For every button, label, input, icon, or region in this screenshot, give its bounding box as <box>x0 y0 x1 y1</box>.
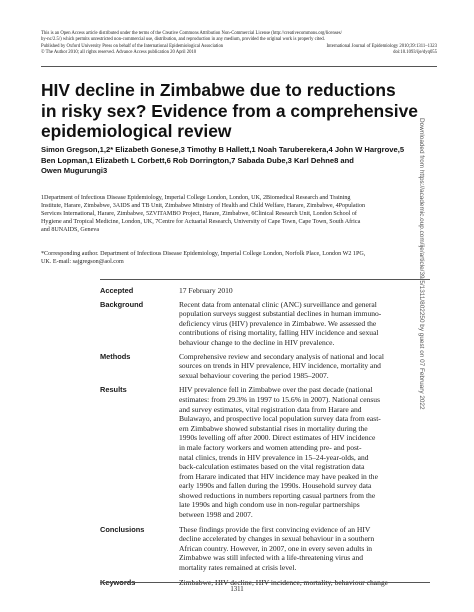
abstract-line: natal clinics, trends in HIV prevalence in 15–24-year-olds, and <box>179 452 369 462</box>
abstract-section <box>100 525 430 573</box>
author-line: Owen Mugurungi3 <box>41 166 108 176</box>
abstract <box>100 286 430 592</box>
abstract-line: deficiency virus (HIV) prevalence in Zimbabwe. We assessed the <box>179 318 377 328</box>
abstract-line: estimates: from 29.3% in 1997 to 15.6% in 2007). National census <box>179 394 381 404</box>
abstract-section-text <box>179 385 430 519</box>
license-line-2: by-nc/2.5/) which permits unrestricted non-commercial use, distribution, and reproduction in any medium, provided the original work is properly cited. <box>41 37 325 43</box>
author-list <box>41 145 441 177</box>
abstract-line: Comprehensive review and secondary analysis of national and local <box>179 351 384 361</box>
license-line-1: This is an Open Access article distributed under the terms of the Creative Commons Attribution Non-Commercial License (http://creativecommons.org/licenses/ <box>41 31 342 36</box>
title-line: in risky sex? Evidence from a comprehensive <box>41 100 418 121</box>
abstract-section-label: Results <box>100 385 127 395</box>
license-notice <box>41 31 437 56</box>
title-line: HIV decline in Zimbabwe due to reductions <box>41 80 396 100</box>
abstract-line: 1990s levelling off after 2000. Direct estimates of HIV incidence <box>179 433 376 443</box>
affiliation-line: and 8UNAIDS, Geneva <box>41 226 100 233</box>
abstract-line: HIV prevalence fell in Zimbabwe over the past decade (national <box>179 385 373 395</box>
affiliation-line: 1Department of Infectious Disease Epidemiology, Imperial College London, London, UK, 2Biomedical Research and Training <box>41 195 351 201</box>
abstract-line: ern Zimbabwe showed substantial rises in mortality during the <box>179 423 368 433</box>
abstract-section <box>100 385 430 519</box>
abstract-line: mortality rates remained at crisis level. <box>179 563 297 573</box>
title-line: epidemiological review <box>41 121 232 141</box>
abstract-line: 17 February 2010 <box>179 286 233 295</box>
abstract-section <box>100 286 430 296</box>
abstract-section-text <box>179 352 430 381</box>
copyright-note: © The Author 2010; all rights reserved. Advance Access publication 20 April 2010 <box>41 49 197 55</box>
correspondence-line: UK. E-mail: sajgregson@aol.com <box>41 258 124 265</box>
abstract-line: sexual behaviour covering the period 1985–2007. <box>179 370 329 380</box>
author-line: Ben Lopman,1 Elizabeth L Corbett,6 Rob Dorrington,7 Sabada Dube,3 Karl Dehne8 and <box>41 155 354 165</box>
abstract-section-label: Keywords <box>100 577 136 587</box>
author-line: Simon Gregson,1,2* Elizabeth Gonese,3 Timothy B Hallett,1 Noah Taruberekera,4 John W Hargrove,5 <box>41 145 405 154</box>
abstract-section-label: Accepted <box>100 286 134 295</box>
affiliation-line: Institute, Harare, Zimbabwe, 3AIDS and TB Unit, Zimbabwe Ministry of Health and Child Welfare, Harare, Zimbabwe, 4Population <box>41 202 366 209</box>
abstract-line: contributions of rising mortality, falling HIV incidence and sexual <box>179 328 379 338</box>
abstract-line: These findings provide the first convincing evidence of an HIV <box>179 524 371 534</box>
download-watermark: Downloaded from https://academic.oup.com/ije/article/39/5/1311/802250 by guest on 07 February 2022 <box>418 118 425 410</box>
abstract-line: population surveys suggest substantial declines in human immuno- <box>179 309 382 319</box>
doi[interactable]: doi:10.1093/ije/dyq055 <box>393 49 437 55</box>
abstract-line: between 1998 and 2007. <box>179 510 253 520</box>
affiliation-line: Services International, Harare, Zimbabwe, 5ZVITAMBO Project, Harare, Zimbabwe, 6Clinical Research Unit, London School of <box>41 210 357 217</box>
affiliations <box>41 195 441 235</box>
abstract-section <box>100 300 430 348</box>
abstract-line: early 1990s and fallen during the 1990s. Household survey data <box>179 481 372 491</box>
abstract-line: Recent data from antenatal clinic (ANC) surveillance and general <box>179 299 377 309</box>
abstract-section <box>100 352 430 381</box>
abstract-line: from Harare indicated that HIV incidence may have peaked in the <box>179 471 378 481</box>
abstract-section-text <box>179 286 430 296</box>
article-title <box>41 80 441 142</box>
abstract-line: Zimbabwe, HIV decline, HIV incidence, mortality, behaviour change <box>179 577 389 587</box>
abstract-line: decline accelerated by changes in sexual behaviour in a southern <box>179 534 375 544</box>
corresponding-author <box>41 251 441 267</box>
abstract-top-rule <box>100 279 430 280</box>
abstract-line: back-calculation estimates based on the vital registration data <box>179 462 365 472</box>
abstract-section-label: Methods <box>100 351 131 361</box>
abstract-line: behaviour change to the decline in HIV prevalence. <box>179 337 335 347</box>
abstract-section-label: Conclusions <box>100 524 145 534</box>
page-number: 1311 <box>230 586 244 593</box>
affiliation-line: Hygiene and Tropical Medicine, London, UK, 7Centre for Actuarial Research, University of Cape Town, Cape Town, South Africa <box>41 218 361 225</box>
abstract-line: sources on trends in HIV prevalence, HIV incidence, mortality and <box>179 361 381 371</box>
publisher-note: Published by Oxford University Press on behalf of the International Epidemiological Association <box>41 43 224 49</box>
correspondence-line: *Corresponding author. Department of Infectious Disease Epidemiology, Imperial College London, Norfolk Place, London W2 1PG, <box>41 251 366 257</box>
license-line-4 <box>41 50 437 56</box>
abstract-bottom-rule <box>100 582 430 583</box>
abstract-line: Bulawayo, and prospective local population survey data from east- <box>179 414 381 424</box>
abstract-line: showed reductions in numbers reporting casual partners from the <box>179 490 376 500</box>
abstract-line: Zimbabwe was still infected with a life-threatening virus and <box>179 553 364 563</box>
header-divider <box>41 66 437 67</box>
abstract-section-text <box>179 300 430 348</box>
abstract-line: and survey estimates, vital registration data from Harare and <box>179 404 362 414</box>
abstract-section-text <box>179 525 430 573</box>
abstract-section-label: Background <box>100 299 144 309</box>
abstract-line: late 1990s and high condom use in non-regular partnerships <box>179 500 360 510</box>
abstract-line: African country. However, in 2007, one in every seven adults in <box>179 543 373 553</box>
journal-citation: International Journal of Epidemiology 2010;39:1311–1323 <box>326 43 437 49</box>
abstract-line: in male factory workers and women attending pre- and post- <box>179 442 362 452</box>
